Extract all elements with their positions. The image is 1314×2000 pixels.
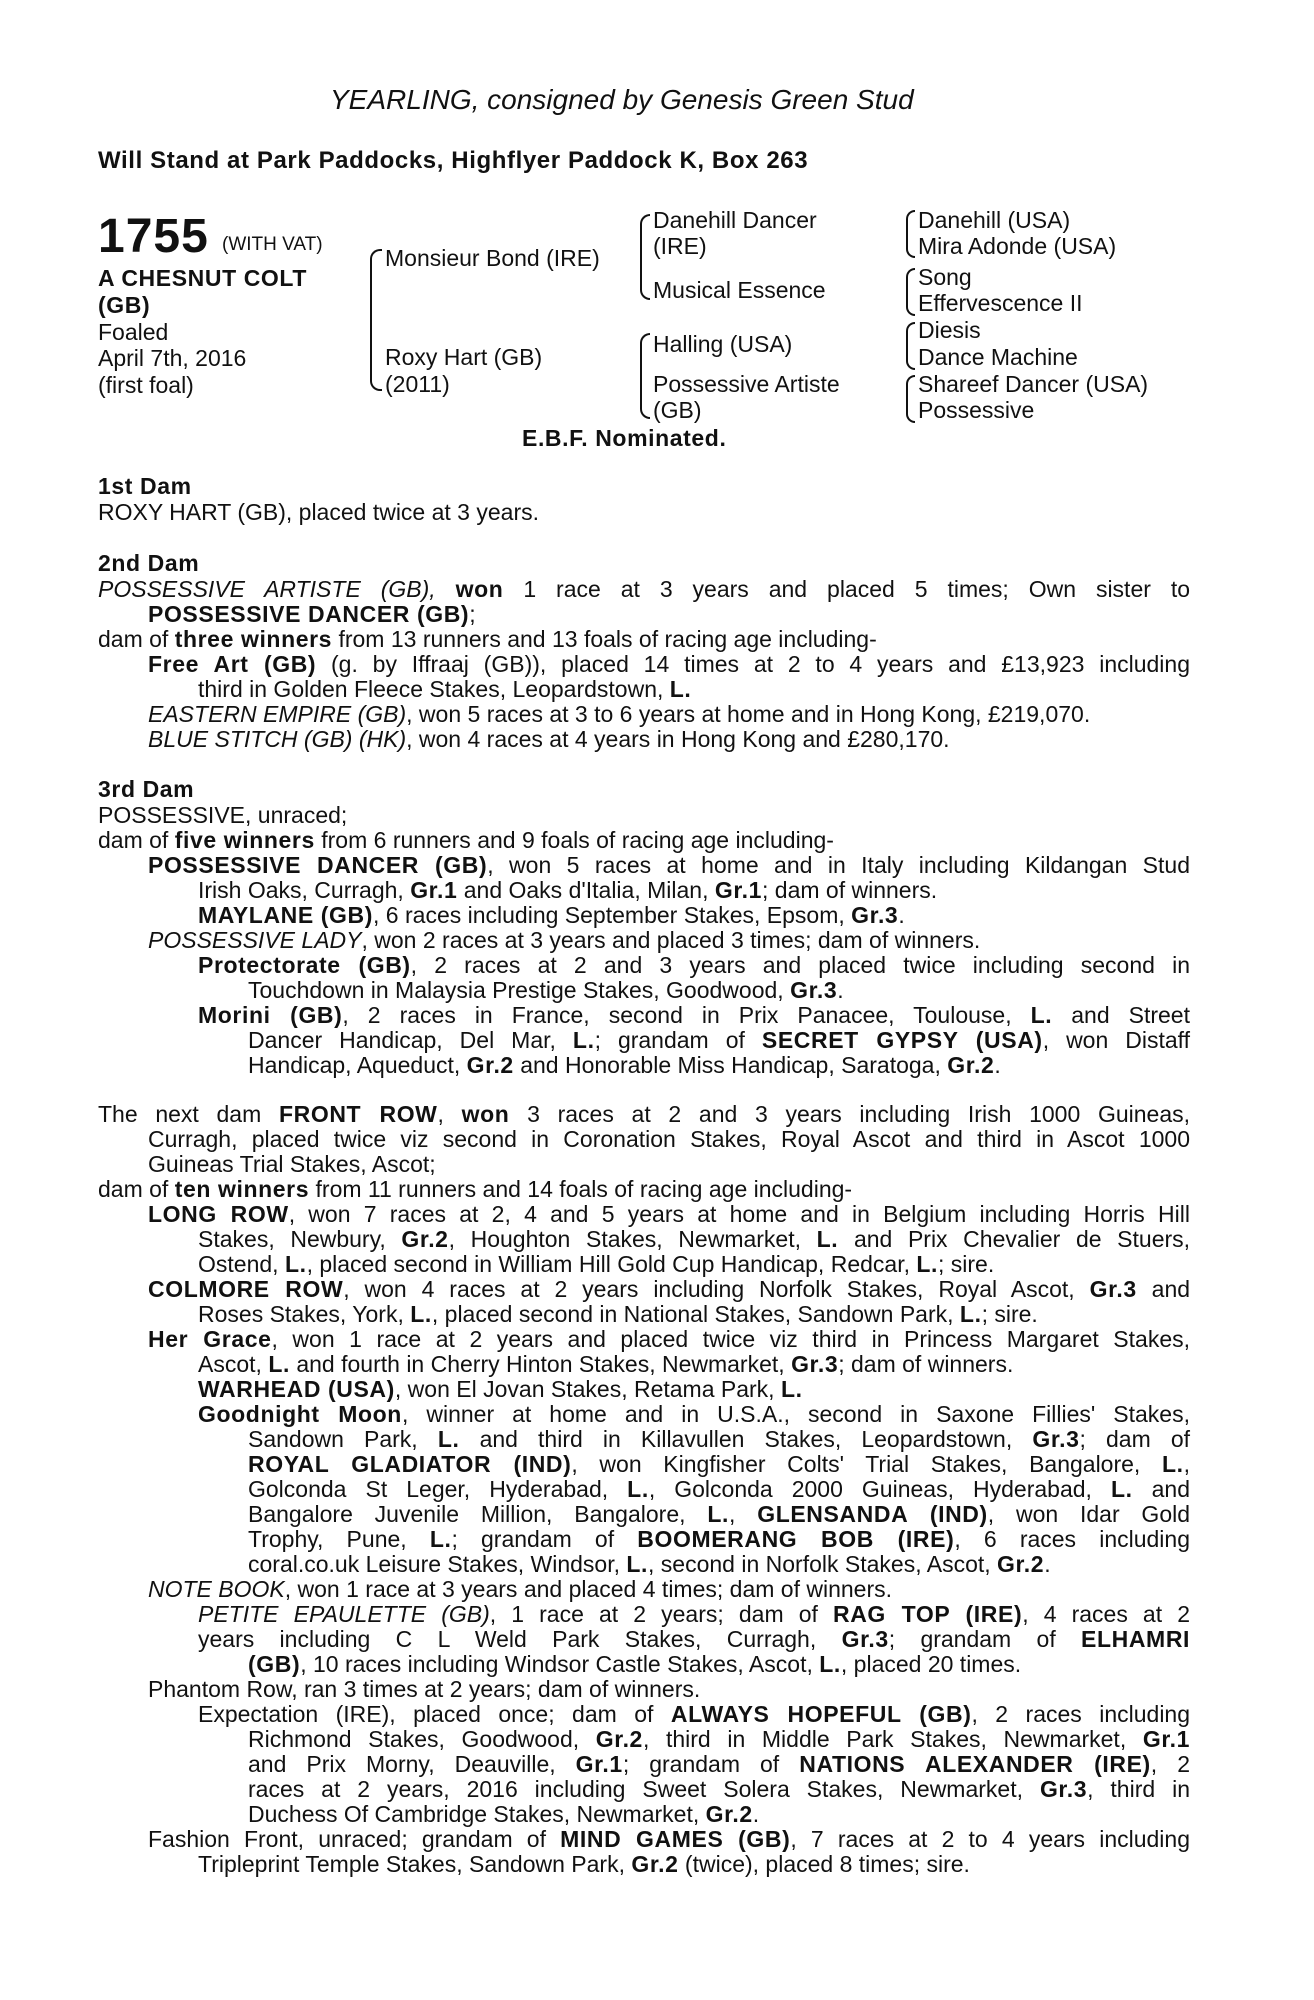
pedigree-g3-8: Possessive — [918, 397, 1035, 423]
pedigree-g3-4: Effervescence II — [918, 290, 1083, 316]
pedigree-dam-year: (2011) — [385, 371, 450, 397]
next-dam-line: Richmond Stakes, Goodwood, Gr.2, third in Middle Park Stakes, Newmarket, Gr.1 — [248, 1726, 1191, 1752]
first-dam-text: ROXY HART (GB), placed twice at 3 years. — [98, 499, 539, 525]
next-dam-line: Golconda St Leger, Hyderabad, L., Golconda 2000 Guineas, Hyderabad, L. and — [248, 1476, 1190, 1502]
next-dam-line: PETITE EPAULETTE (GB), 1 race at 2 years; dam of RAG TOP (IRE), 4 races at 2 — [198, 1601, 1191, 1627]
next-dam-line: Fashion Front, unraced; grandam of MIND GAMES (GB), 7 races at 2 to 4 years including — [148, 1826, 1190, 1852]
pedigree-g3-1: Danehill (USA) — [918, 207, 1071, 233]
pedigree-dam: Roxy Hart (GB) — [385, 344, 543, 370]
pedigree-bracket-sd — [906, 268, 915, 316]
first-dam-heading: 1st Dam — [98, 473, 192, 499]
next-dam-line: Guineas Trial Stakes, Ascot; — [148, 1151, 436, 1177]
pedigree-g3-3: Song — [918, 264, 972, 290]
next-dam-line: Her Grace, won 1 race at 2 years and placed twice viz third in Princess Margaret Stakes, — [148, 1326, 1190, 1352]
lot-description: A CHESNUT COLT — [98, 265, 307, 291]
next-dam-line: years including C L Weld Park Stakes, Curragh, Gr.3; grandam of ELHAMRI — [198, 1626, 1191, 1652]
third-dam-line: Touchdown in Malaysia Prestige Stakes, Goodwood, Gr.3. — [248, 977, 844, 1003]
next-dam-line: Curragh, placed twice viz second in Coronation Stakes, Royal Ascot and third in Ascot 1000 — [148, 1126, 1190, 1152]
second-dam-line: EASTERN EMPIRE (GB), won 5 races at 3 to 6 years at home and in Hong Kong, £219,070. — [148, 701, 1091, 727]
third-dam-line: Morini (GB), 2 races in France, second in Prix Panacee, Toulouse, L. and Street — [198, 1002, 1190, 1028]
third-dam-line: Protectorate (GB), 2 races at 2 and 3 years and placed twice including second in — [198, 952, 1190, 978]
pedigree-bracket-dam — [640, 333, 650, 419]
next-dam-line: Trophy, Pune, L.; grandam of BOOMERANG BOB (IRE), 6 races including — [248, 1526, 1190, 1552]
second-dam-line: BLUE STITCH (GB) (HK), won 4 races at 4 years in Hong Kong and £280,170. — [148, 726, 950, 752]
foal-date: April 7th, 2016 — [98, 345, 247, 371]
third-dam-heading: 3rd Dam — [98, 776, 195, 802]
consignor-line: YEARLING, consigned by Genesis Green Stud — [330, 84, 914, 115]
next-dam-line: (GB), 10 races including Windsor Castle Stakes, Ascot, L., placed 20 times. — [248, 1651, 1022, 1677]
next-dam-line: NOTE BOOK, won 1 race at 3 years and placed 4 times; dam of winners. — [148, 1576, 893, 1602]
third-dam-line: Dancer Handicap, Del Mar, L.; grandam of SECRET GYPSY (USA), won Distaff — [248, 1027, 1191, 1053]
pedigree-bracket-ds — [906, 322, 915, 370]
next-dam-line: Goodnight Moon, winner at home and in U.S.A., second in Saxone Fillies' Stakes, — [198, 1401, 1190, 1427]
second-dam-line: POSSESSIVE DANCER (GB); — [148, 601, 476, 627]
third-dam-line: POSSESSIVE LADY, won 2 races at 3 years and placed 3 times; dam of winners. — [148, 927, 981, 953]
pedigree-g3-7: Shareef Dancer (USA) — [918, 371, 1149, 397]
next-dam-line: and Prix Morny, Deauville, Gr.1; grandam of NATIONS ALEXANDER (IRE), 2 — [248, 1751, 1190, 1777]
pedigree-bracket-ss — [906, 210, 915, 258]
third-dam-line: POSSESSIVE, unraced; — [98, 802, 348, 828]
pedigree-bracket-gen1 — [370, 249, 382, 391]
next-dam-line: Ascot, L. and fourth in Cherry Hinton Stakes, Newmarket, Gr.3; dam of winners. — [198, 1351, 1014, 1377]
pedigree-dam-sire: Halling (USA) — [653, 331, 793, 357]
second-dam-line: Free Art (GB) (g. by Iffraaj (GB)), placed 14 times at 2 to 4 years and £13,923 including — [148, 651, 1190, 677]
pedigree-sire-sire: Danehill Dancer — [653, 207, 817, 233]
pedigree-dam-dam: Possessive Artiste — [653, 371, 840, 397]
second-dam-heading: 2nd Dam — [98, 550, 200, 576]
next-dam-line: Bangalore Juvenile Million, Bangalore, L., GLENSANDA (IND), won Idar Gold — [248, 1501, 1191, 1527]
next-dam-line: COLMORE ROW, won 4 races at 2 years including Norfolk Stakes, Royal Ascot, Gr.3 and — [148, 1276, 1191, 1302]
ebf-nomination: E.B.F. Nominated. — [522, 425, 727, 451]
pedigree-g3-5: Diesis — [918, 317, 981, 343]
next-dam-line: Expectation (IRE), placed once; dam of ALWAYS HOPEFUL (GB), 2 races including — [198, 1701, 1191, 1727]
next-dam-line: Duchess Of Cambridge Stakes, Newmarket, Gr.2. — [248, 1801, 760, 1827]
pedigree-g3-2: Mira Adonde (USA) — [918, 233, 1117, 259]
next-dam-line: Tripleprint Temple Stakes, Sandown Park, Gr.2 (twice), placed 8 times; sire. — [198, 1851, 970, 1877]
third-dam-line: MAYLANE (GB), 6 races including September Stakes, Epsom, Gr.3. — [198, 902, 905, 928]
first-foal-note: (first foal) — [98, 372, 194, 398]
second-dam-line: POSSESSIVE ARTISTE (GB), won 1 race at 3 years and placed 5 times; Own sister to — [98, 576, 1190, 602]
vat-note: (WITH VAT) — [222, 234, 323, 255]
next-dam-line: races at 2 years, 2016 including Sweet Solera Stakes, Newmarket, Gr.3, third in — [248, 1776, 1190, 1802]
third-dam-line: POSSESSIVE DANCER (GB), won 5 races at home and in Italy including Kildangan Stud — [148, 852, 1190, 878]
third-dam-line: Handicap, Aqueduct, Gr.2 and Honorable Miss Handicap, Saratoga, Gr.2. — [248, 1052, 1001, 1078]
pedigree-bracket-dd — [906, 375, 915, 423]
next-dam-line: Phantom Row, ran 3 times at 2 years; dam of winners. — [148, 1676, 701, 1702]
pedigree-bracket-sire — [640, 214, 650, 300]
next-dam-line: Sandown Park, L. and third in Killavullen Stakes, Leopardstown, Gr.3; dam of — [248, 1426, 1191, 1452]
pedigree-sire: Monsieur Bond (IRE) — [385, 245, 600, 271]
pedigree-sire-dam: Musical Essence — [653, 277, 826, 303]
lot-number: 1755 — [98, 210, 209, 263]
stand-location: Will Stand at Park Paddocks, Highflyer Paddock K, Box 263 — [98, 147, 809, 174]
next-dam-line: ROYAL GLADIATOR (IND), won Kingfisher Colts' Trial Stakes, Bangalore, L., — [248, 1451, 1191, 1477]
next-dam-line: LONG ROW, won 7 races at 2, 4 and 5 years at home and in Belgium including Horris Hill — [148, 1201, 1190, 1227]
next-dam-line: Roses Stakes, York, L., placed second in National Stakes, Sandown Park, L.; sire. — [198, 1301, 1038, 1327]
next-dam-line: WARHEAD (USA), won El Jovan Stakes, Retama Park, L. — [198, 1376, 803, 1402]
third-dam-line: Irish Oaks, Curragh, Gr.1 and Oaks d'Italia, Milan, Gr.1; dam of winners. — [198, 877, 938, 903]
third-dam-line: dam of five winners from 6 runners and 9 foals of racing age including- — [98, 827, 834, 853]
second-dam-line: third in Golden Fleece Stakes, Leopardstown, L. — [198, 676, 692, 702]
lot-description-origin: (GB) — [98, 292, 151, 318]
pedigree-sire-sire-origin: (IRE) — [653, 233, 707, 259]
next-dam-line: dam of ten winners from 11 runners and 14 foals of racing age including- — [98, 1176, 853, 1202]
foaled-label: Foaled — [98, 319, 169, 345]
pedigree-dam-dam-origin: (GB) — [653, 397, 702, 423]
next-dam-line: coral.co.uk Leisure Stakes, Windsor, L., second in Norfolk Stakes, Ascot, Gr.2. — [248, 1551, 1051, 1577]
next-dam-line: The next dam FRONT ROW, won 3 races at 2 and 3 years including Irish 1000 Guineas, — [98, 1101, 1190, 1127]
next-dam-line: Ostend, L., placed second in William Hill Gold Cup Handicap, Redcar, L.; sire. — [198, 1251, 995, 1277]
second-dam-line: dam of three winners from 13 runners and 13 foals of racing age including- — [98, 626, 877, 652]
pedigree-g3-6: Dance Machine — [918, 344, 1078, 370]
next-dam-line: Stakes, Newbury, Gr.2, Houghton Stakes, Newmarket, L. and Prix Chevalier de Stuers, — [198, 1226, 1191, 1252]
